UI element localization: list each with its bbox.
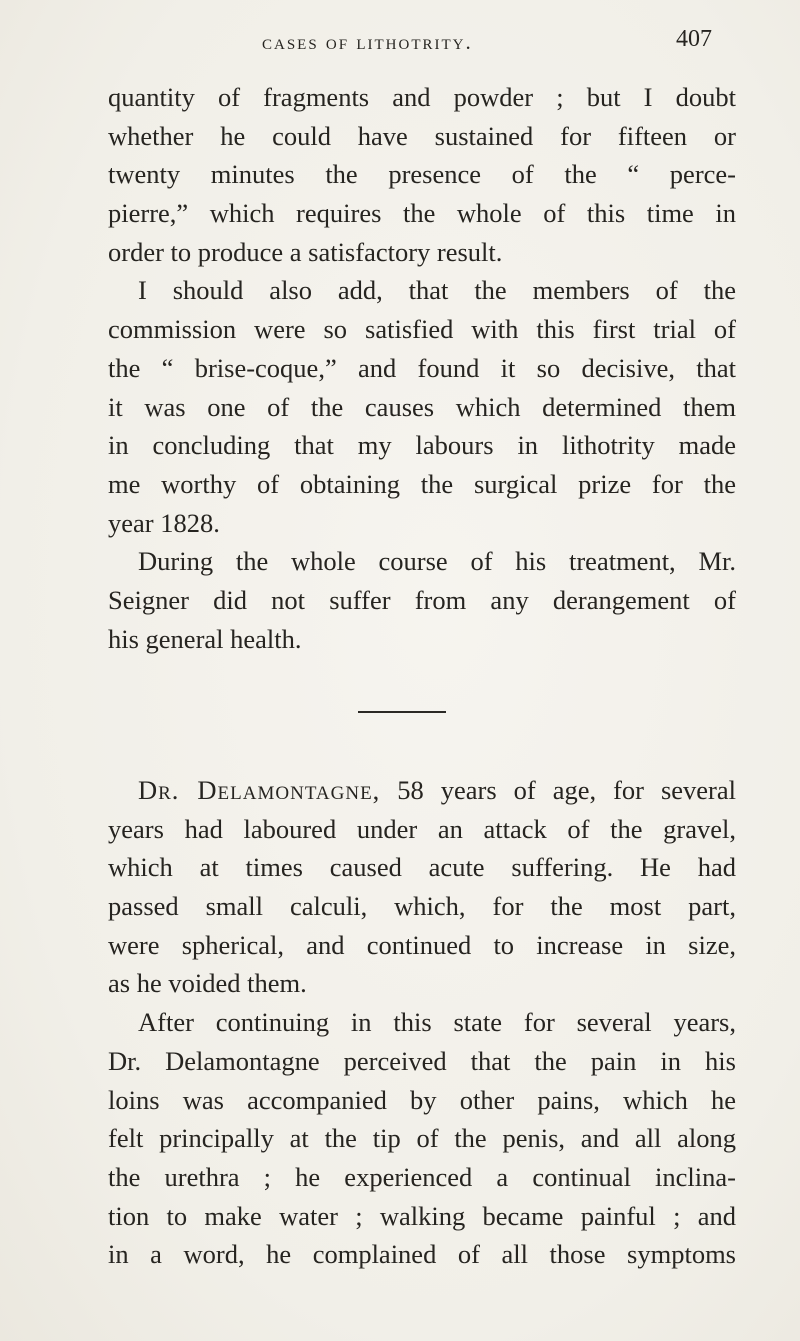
text-line: commission were so satisfied with this first trial of <box>108 314 736 345</box>
text-line: were spherical, and continued to increase in size, <box>108 929 736 960</box>
text-line: in concluding that my labours in lithotrity made <box>108 430 736 461</box>
text-line: years had laboured under an attack of the gravel, <box>108 813 736 844</box>
text-section-seigner <box>108 78 736 658</box>
text-line: I should also add, that the members of the <box>138 275 736 306</box>
text-line: me worthy of obtaining the surgical prize for the <box>108 468 736 499</box>
text-section-delamontagne <box>108 771 736 1274</box>
text-line: passed small calculi, which, for the most part, <box>108 891 736 922</box>
text-line: which at times caused acute suffering. He had <box>108 852 736 883</box>
text-line: year 1828. <box>108 507 220 538</box>
text-line: in a word, he complained of all those symptoms <box>108 1239 736 1270</box>
text-line: Seigner did not suffer from any derangement of <box>108 584 736 615</box>
text-line: his general health. <box>108 623 302 654</box>
text-line: twenty minutes the presence of the “ perce- <box>108 159 736 190</box>
text-line: After continuing in this state for several years, <box>138 1007 736 1038</box>
text-line: pierre,” which requires the whole of this time in <box>108 198 736 229</box>
text-line: it was one of the causes which determined them <box>108 391 736 422</box>
running-title: cases of lithotrity. <box>262 30 473 54</box>
text-line: Dr. Delamontagne perceived that the pain in his <box>108 1045 736 1076</box>
case-opening-text: 58 years of age, for several <box>380 775 736 805</box>
text-line: whether he could have sustained for fifteen or <box>108 120 736 151</box>
text-line: During the whole course of his treatment, Mr. <box>138 546 736 577</box>
text-line: tion to make water ; walking became painful ; and <box>108 1200 736 1231</box>
text-line: loins was accompanied by other pains, which he <box>108 1084 736 1115</box>
running-head <box>262 30 473 55</box>
case-opening-line <box>108 771 736 810</box>
case-name: Dr. Delamontagne, <box>138 775 381 805</box>
text-line: order to produce a satisfactory result. <box>108 236 503 267</box>
text-line: felt principally at the tip of the penis, and all along <box>108 1123 736 1154</box>
text-line: quantity of fragments and powder ; but I doubt <box>108 82 736 112</box>
section-divider <box>358 711 446 713</box>
text-line: the “ brise-coque,” and found it so decisive, that <box>108 352 736 383</box>
text-line: the urethra ; he experienced a continual inclina- <box>108 1161 736 1192</box>
text-line: as he voided them. <box>108 968 307 999</box>
page-number: 407 <box>676 26 712 52</box>
